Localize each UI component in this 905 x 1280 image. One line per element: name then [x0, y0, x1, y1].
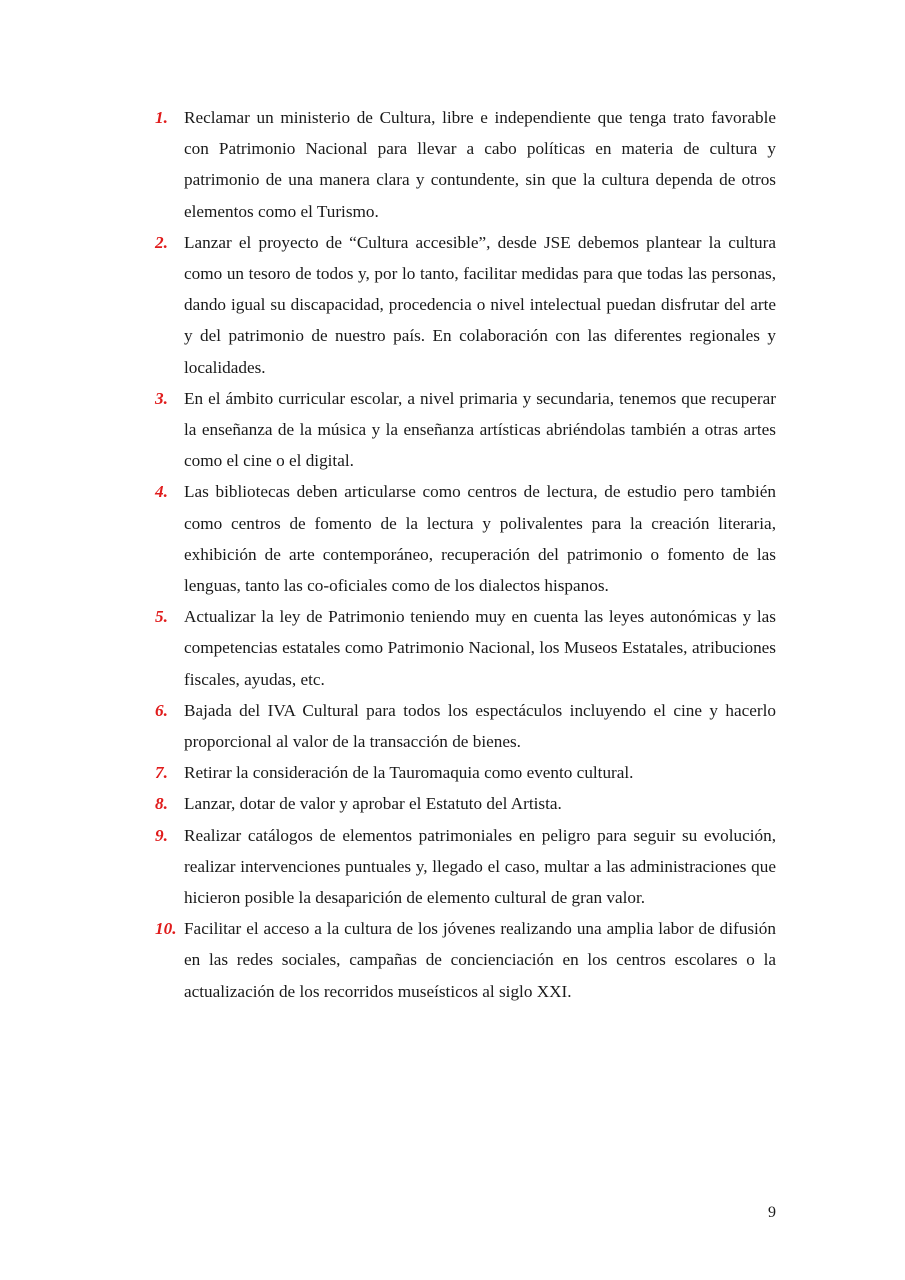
list-item-number: 1. [155, 108, 168, 127]
list-item-number: 10. [155, 919, 177, 939]
list-item [155, 383, 776, 477]
list-item [155, 601, 776, 695]
list-item-number: 8. [155, 794, 168, 814]
proposal-list [155, 102, 776, 1007]
list-item-number: 2. [155, 232, 168, 252]
list-item [155, 476, 776, 601]
list-item-text: Las bibliotecas deben articularse como centros de lectura, de estudio pero también como centros de fomento de la lectura y polivalentes para la creación literaria, exhibición de arte contemporáneo, recuperación del patrimonio o fomento de las lenguas, tanto las co-oficiales como de los dialectos hispanos. [184, 482, 776, 596]
list-item [155, 913, 776, 1007]
list-item-number: 9. [155, 825, 168, 845]
page-number: 9 [768, 1204, 776, 1221]
list-item [155, 788, 776, 819]
list-item-text: Facilitar el acceso a la cultura de los jóvenes realizando una amplia labor de difusión en las redes sociales, campañas de concienciación en los centros escolares o la actualización de los recorridos museísticos al siglo XXI. [184, 919, 776, 1001]
list-item-text: Retirar la consideración de la Tauromaquia como evento cultural. [184, 763, 634, 783]
list-item-text: Lanzar el proyecto de “Cultura accesible”, desde JSE debemos plantear la cultura como un tesoro de todos y, por lo tanto, facilitar medidas para que todas las personas, dando igual su discapacidad, procedencia o nivel intelectual puedan disfrutar del arte y del patrimonio de nuestro país. En colaboración con las diferentes regionales y localidades. [184, 232, 776, 377]
list-item [155, 102, 776, 227]
list-item-text: Bajada del IVA Cultural para todos los espectáculos incluyendo el cine y hacerlo proporcional al valor de la transacción de bienes. [184, 700, 776, 752]
list-item-number: 7. [155, 763, 168, 783]
list-item [155, 757, 776, 788]
list-item [155, 820, 776, 914]
list-item-text: En el ámbito curricular escolar, a nivel primaria y secundaria, tenemos que recuperar la enseñanza de la música y la enseñanza artísticas abriéndolas también a otras artes como el cine o el digital. [184, 388, 776, 471]
list-item-number: 4. [155, 482, 168, 502]
list-item [155, 695, 776, 757]
list-item-number: 5. [155, 607, 168, 627]
list-item-text: Lanzar, dotar de valor y aprobar el Estatuto del Artista. [184, 794, 562, 814]
list-item-text: Reclamar un ministerio de Cultura, libre e independiente que tenga trato favorable con Patrimonio Nacional para llevar a cabo políticas en materia de cultura y patrimonio de una manera clara y contundente, sin que la cultura dependa de otros elementos como el Turismo. [184, 108, 776, 221]
list-item-number: 3. [155, 388, 168, 408]
list-item-text: Realizar catálogos de elementos patrimoniales en peligro para seguir su evolución, realizar intervenciones puntuales y, llegado el caso, multar a las administraciones que hicieron posible la desaparición de elemento cultural de gran valor. [184, 825, 776, 908]
list-item [155, 227, 776, 383]
list-item-number: 6. [155, 700, 168, 720]
list-item-text: Actualizar la ley de Patrimonio teniendo muy en cuenta las leyes autonómicas y las competencias estatales como Patrimonio Nacional, los Museos Estatales, atribuciones fiscales, ayudas, etc. [184, 607, 776, 689]
